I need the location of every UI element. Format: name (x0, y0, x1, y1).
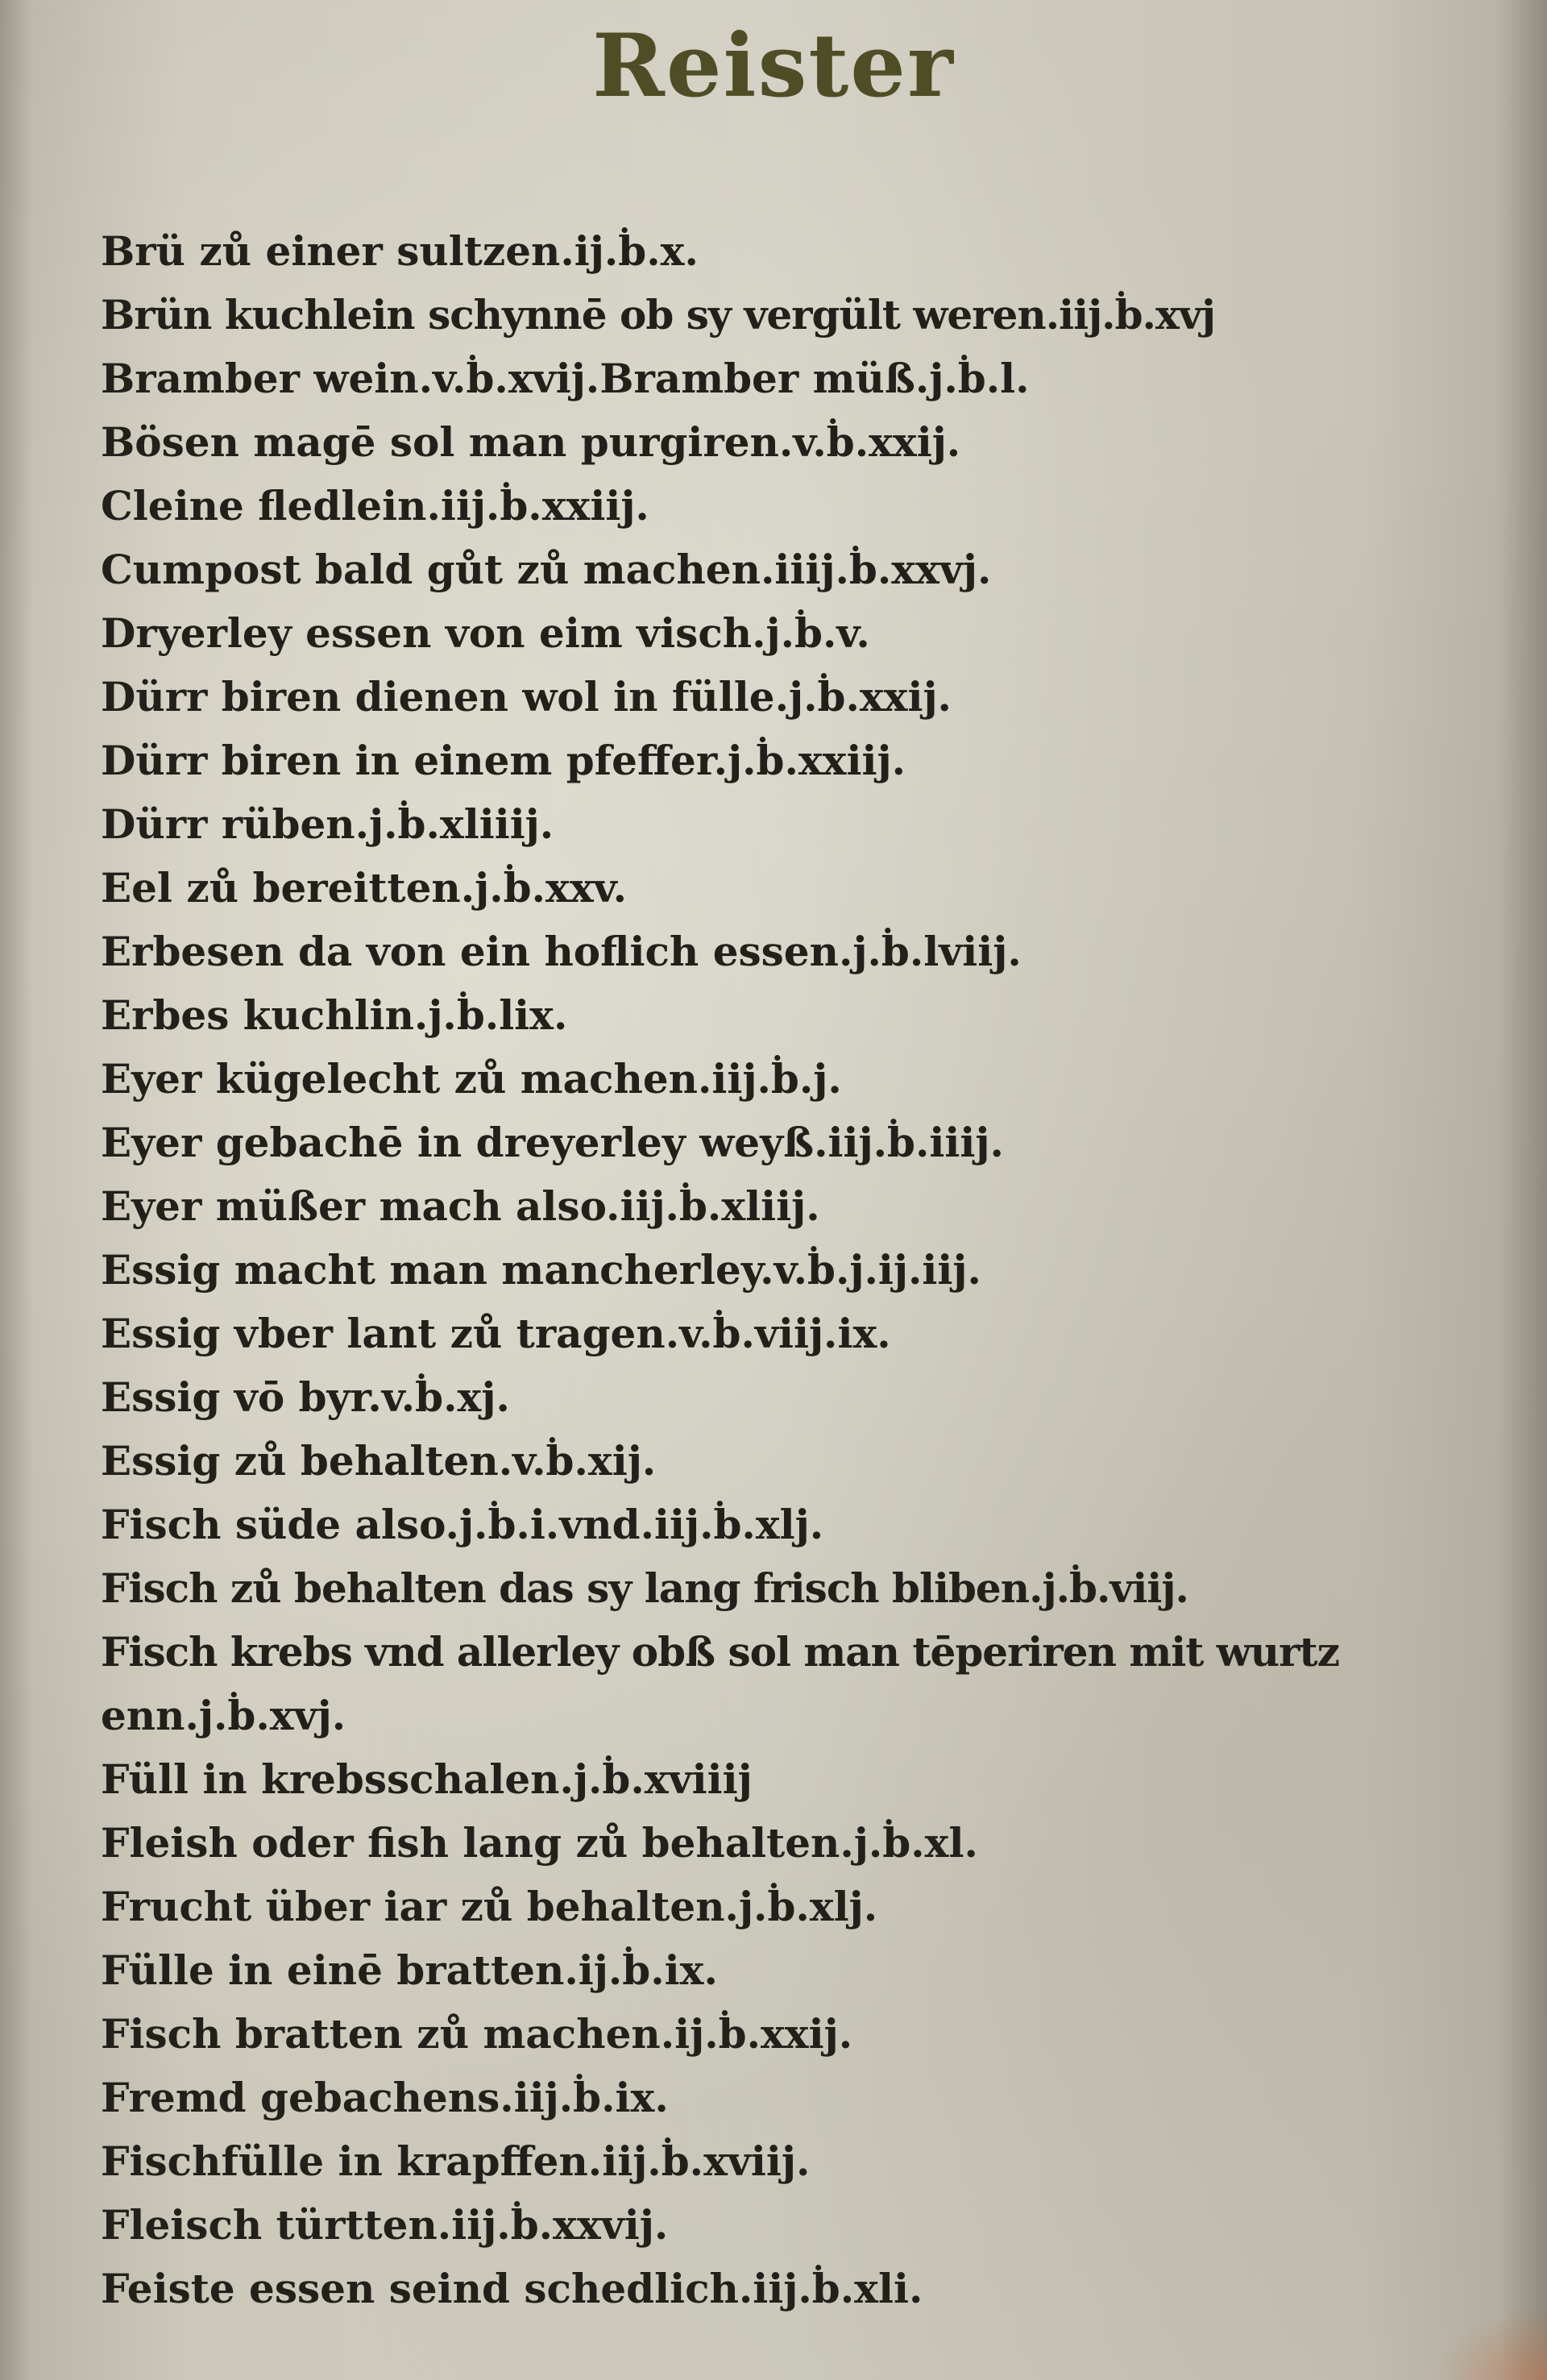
index-entry: Dryerley essen von eim visch.j.ḃ.v. (101, 609, 870, 657)
index-entry: Essig vber lant zů tragen.v.ḃ.viij.ix. (101, 1310, 891, 1357)
index-entry: Erbesen da von ein hoflich essen.j.ḃ.lviij. (101, 928, 1022, 975)
index-entry: Dürr biren in einem pfeffer.j.ḃ.xxiij. (101, 737, 906, 784)
index-entry: Füll in krebsschalen.j.ḃ.xviiij (101, 1755, 753, 1803)
index-entry: Eel zů bereitten.j.ḃ.xxv. (101, 864, 628, 912)
index-entry: Fremd gebachens.iij.ḃ.ix. (101, 2074, 669, 2121)
index-entry: Cumpost bald gůt zů machen.iiij.ḃ.xxvj. (101, 546, 992, 593)
index-entry: Cleine fledlein.iij.ḃ.xxiij. (101, 482, 649, 530)
index-entry: Fisch krebs vnd allerley obß sol man tēperiren mit wurtz (101, 1628, 1339, 1676)
index-entry: Essig zů behalten.v.ḃ.xij. (101, 1437, 657, 1485)
index-entry: Fisch zů behalten das sy lang frisch bliben.j.ḃ.viij. (101, 1564, 1188, 1612)
index-entry: Fleisch türtten.iij.ḃ.xxvij. (101, 2201, 669, 2249)
index-entry: Fisch süde also.j.ḃ.i.vnd.iij.ḃ.xlj. (101, 1501, 824, 1548)
index-entry: Fülle in einē bratten.ij.ḃ.ix. (101, 1946, 718, 1994)
page-heading: Reister (592, 15, 955, 117)
index-entry: Dürr rüben.j.ḃ.xliiij. (101, 800, 554, 848)
index-entry: Dürr biren dienen wol in fülle.j.ḃ.xxij. (101, 673, 952, 721)
index-entry: Fleish oder fish lang zů behalten.j.ḃ.xl. (101, 1819, 978, 1867)
page-right-edge-shadow (1499, 0, 1547, 2380)
index-entry-list (101, 219, 1503, 2320)
index-entry: Erbes kuchlin.j.ḃ.lix. (101, 991, 568, 1039)
page-left-edge-shadow (0, 0, 32, 2380)
index-entry: Eyer müßer mach also.iij.ḃ.xliij. (101, 1182, 820, 1230)
index-entry: Fisch bratten zů machen.ij.ḃ.xxij. (101, 2010, 853, 2058)
index-entry: Fischfülle in krapffen.iij.ḃ.xviij. (101, 2137, 811, 2185)
index-entry: Brün kuchlein schynnē ob sy vergült weren.iij.ḃ.xvj (101, 291, 1215, 339)
index-entry: Essig vō byr.v.ḃ.xj. (101, 1373, 510, 1421)
index-entry: Bramber wein.v.ḃ.xvij.Bramber müß.j.ḃ.l. (101, 355, 1030, 402)
index-entry: Bösen magē sol man purgiren.v.ḃ.xxij. (101, 418, 961, 466)
index-entry: Eyer gebachē in dreyerley weyß.iij.ḃ.iiij. (101, 1119, 1004, 1166)
index-entry: Brü zů einer sultzen.ij.ḃ.x. (101, 227, 699, 275)
index-entry: Feiste essen seind schedlich.iij.ḃ.xli. (101, 2265, 923, 2312)
index-entry-continuation: enn.j.ḃ.xvj. (101, 1692, 346, 1739)
index-entry: Eyer kügelecht zů machen.iij.ḃ.j. (101, 1055, 842, 1103)
index-entry: Essig macht man mancherley.v.ḃ.j.ij.iij. (101, 1246, 981, 1294)
index-entry: Frucht über iar zů behalten.j.ḃ.xlj. (101, 1883, 878, 1930)
